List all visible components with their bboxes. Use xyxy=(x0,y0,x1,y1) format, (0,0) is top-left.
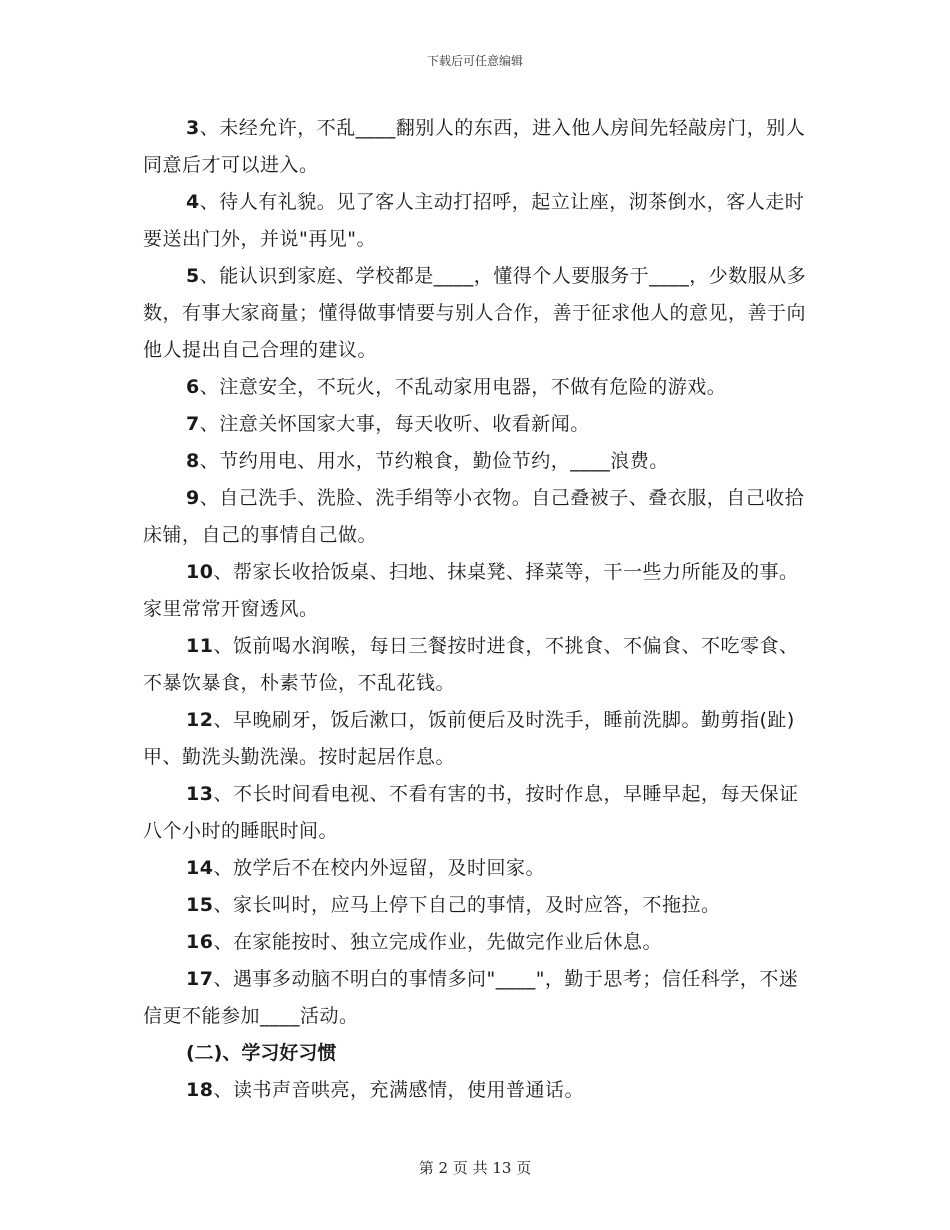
item-text: 、饭前喝水润喉，每日三餐按时进食，不挑食、不偏食、不吃零食、不暴饮暴食，朴素节俭，不乱花钱。 xyxy=(143,635,799,694)
list-item xyxy=(143,110,807,184)
item-text: 、待人有礼貌。见了客人主动打招呼，起立让座，沏茶倒水，客人走时要送出门外，并说"再见"。 xyxy=(143,191,805,250)
list-item xyxy=(143,184,807,258)
item-text: 、在家能按时、独立完成作业，先做完作业后休息。 xyxy=(213,931,662,953)
list-item xyxy=(143,924,807,961)
item-text: 、注意关怀国家大事，每天收听、收看新闻。 xyxy=(199,413,590,435)
list-item xyxy=(143,554,807,628)
item-number: 3 xyxy=(186,117,200,139)
item-text: 、节约用电、用水，节约粮食，勤俭节约，____浪费。 xyxy=(199,450,669,472)
list-item xyxy=(143,258,807,369)
list-item xyxy=(143,702,807,776)
item-text: 、未经允许，不乱____翻别人的东西，进入他人房间先轻敲房门，别人同意后才可以进入。 xyxy=(143,117,806,176)
item-text: 、读书声音哄亮，充满感情，使用普通话。 xyxy=(213,1079,584,1101)
item-text: 、不长时间看电视、不看有害的书，按时作息，早睡早起，每天保证八个小时的睡眠时间。 xyxy=(143,783,799,842)
item-number: 10 xyxy=(186,561,214,583)
item-text: 、放学后不在校内外逗留，及时回家。 xyxy=(213,857,545,879)
list-item xyxy=(143,887,807,924)
list-item xyxy=(143,776,807,850)
item-text: 、注意安全，不玩火，不乱动家用电器，不做有危险的游戏。 xyxy=(199,376,727,398)
list-item xyxy=(143,628,807,702)
list-item xyxy=(143,443,807,480)
list-item xyxy=(143,1072,807,1109)
item-number: 9 xyxy=(186,487,200,509)
item-number: 17 xyxy=(186,968,214,990)
item-text: 、家长叫时，应马上停下自己的事情，及时应答，不拖拉。 xyxy=(213,894,721,916)
list-item xyxy=(143,850,807,887)
item-number: 14 xyxy=(186,857,214,879)
item-number: 11 xyxy=(186,635,214,657)
list-item xyxy=(143,406,807,443)
document-body xyxy=(143,110,807,1109)
list-item xyxy=(143,480,807,554)
item-number: 15 xyxy=(186,894,214,916)
page-footer: 第 2 页 共 13 页 xyxy=(418,1159,532,1177)
item-number: 18 xyxy=(186,1079,214,1101)
item-number: 4 xyxy=(186,191,200,213)
item-number: 13 xyxy=(186,783,214,805)
item-text: 、能认识到家庭、学校都是____，懂得个人要服务于____，少数服从多数，有事大家商量；懂得做事情要与别人合作，善于征求他人的意见，善于向他人提出自己合理的建议。 xyxy=(143,265,807,361)
item-number: 12 xyxy=(186,709,214,731)
item-text: 、早晚刷牙，饭后漱口，饭前便后及时洗手，睡前洗脚。勤剪指(趾)甲、勤洗头勤洗澡。按时起居作息。 xyxy=(143,709,795,768)
item-text: 、帮家长收拾饭桌、扫地、抹桌凳、择菜等，干一些力所能及的事。家里常常开窗透风。 xyxy=(143,561,799,620)
item-text: 、自己洗手、洗脸、洗手绢等小衣物。自己叠被子、叠衣服，自己收拾床铺，自己的事情自己做。 xyxy=(143,487,805,546)
item-number: 8 xyxy=(186,450,200,472)
page-header: 下载后可任意编辑 xyxy=(426,54,523,68)
list-item xyxy=(143,369,807,406)
item-number: 7 xyxy=(186,413,200,435)
item-number: 5 xyxy=(186,265,200,287)
item-text: 、遇事多动脑不明白的事情多问"____"，勤于思考；信任科学，不迷信更不能参加____活动。 xyxy=(143,968,799,1027)
item-number: 6 xyxy=(186,376,200,398)
item-number: 16 xyxy=(186,931,214,953)
section-heading: (二)、学习好习惯 xyxy=(186,1042,337,1064)
list-item xyxy=(143,961,807,1035)
